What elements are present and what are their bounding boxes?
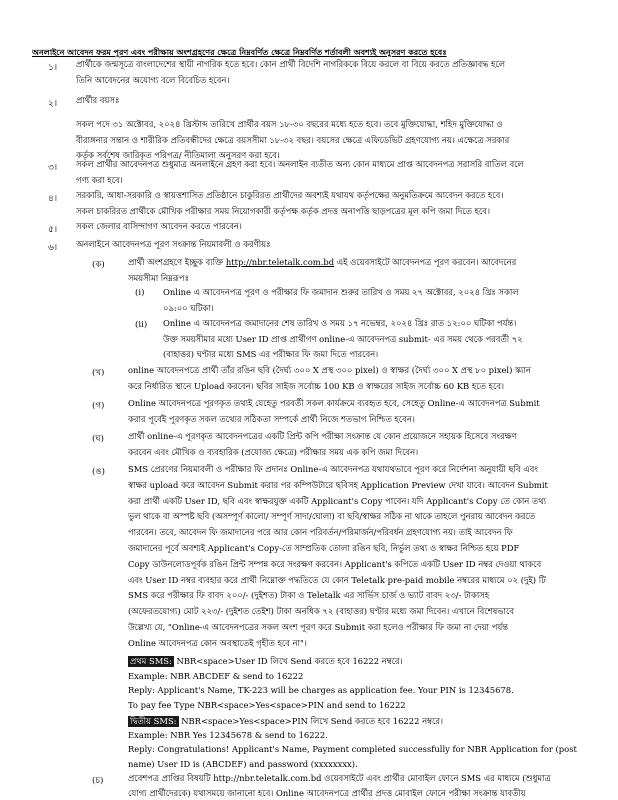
sub-gha-line: প্রার্থী online-এ পূরণকৃত আবেদনপত্রের একটি প্রিন্ট কপি পরীক্ষা সংক্রান্ত যে কোন প্রয়োজনে সহায়ক হিসেবে সংরক্ষণ (128, 431, 517, 441)
sub-umo-line: ভুল থাকে বা অস্পষ্ট ছবি (অসম্পূর্ণ কালো/ সম্পূর্ণ সাদা/ঘোলা) বা ছবি/স্বাক্ষর সঠিক না থাকে তাহলে পুনরায় আবেদন করতে (128, 511, 536, 522)
sub-umo-line: SMS করে পরীক্ষার ফি বাবদ ২০০/- (দুইশত) টাকা ও Teletalk এর সার্ভিস চার্জ ও ভ্যাট বাবদ ২৩/- টাকাসহ (128, 590, 490, 601)
item-4-line: সরকারি, আধা-সরকারি ও স্বায়ত্তশাসিত প্রতিষ্ঠানে চাকুরিরত প্রার্থীদের অবশ্যই যথাযথ কর্তৃপক্ষের অনুমতিক্রমে আবেদন করতে হবে। (76, 190, 504, 200)
nbr-website-link[interactable]: http://nbr.teletalk.com.bd (225, 257, 335, 267)
sub-ka-text (128, 255, 588, 286)
sub-kha-label: (খ) (92, 368, 105, 378)
sub-ka-label: (ক) (92, 260, 105, 270)
sub-ka-pre: প্রার্থী অংশগ্রহণে ইচ্ছুক ব্যক্তি (128, 257, 226, 267)
sub-umo-text (128, 462, 588, 652)
item-4-text (76, 188, 576, 219)
sub-kha-line: online আবেদনপত্রে প্রার্থী তাঁর রঙিন ছবি (দৈর্ঘ্য ৩০০ X প্রস্থ ৩০০ pixel) ও স্বাক্ষর (দৈর্ঘ্য ৩০০ X প্রস্থ ৮০ pixel) স্ক্যান (128, 365, 531, 375)
sub-umo-line: স্বাক্ষর upload করে আবেদন Submit করার পর কম্পিউটারে ছবিসহ Application Preview দেখা যাবে। আবেদন Submit (128, 479, 548, 490)
sms-2-tag: দ্বিতীয় SMS: (130, 716, 177, 726)
sub-ga-label: (গ) (92, 401, 105, 411)
item-2-number: ২। (48, 99, 58, 109)
item-6-title: অনলাইনে আবেদনপত্র পূরণ সংক্রান্ত নিয়মাবলী ও করণীয়ঃ (76, 239, 271, 249)
sub-umo-label: (ঙ) (92, 467, 106, 477)
item-4-line: সকল চাকরিরত প্রার্থীকে মৌখিক পরীক্ষার সময় নিয়োগকারী কর্তৃপক্ষ কর্তৃক প্রদত্ত অনাপত্তি ছাড়পত্রের মূল কপি জমা দিতে হবে। (76, 205, 490, 216)
sub-gha-label: (ঘ) (92, 434, 105, 444)
sub-umo-line: জমাদানের পূর্বে অবশ্যই Applicant's Copy-তে সাম্প্রতিক তোলা রঙিন ছবি, নির্ভুল তথ্য ও স্বাক্ষর নিশ্চিত হয়ে PDF (128, 542, 520, 553)
sub-umo-line: পারবেন। তবে, আবেদন ফি জমাদানের পরে আর কোন পরিবর্তন/পরিমার্জন/পরিবর্ধন গ্রহণযোগ্য নয়। তাই আবেদন ফি (128, 527, 513, 538)
sub-cha-line: প্রবেশপত্র প্রাপ্তির বিষয়টি http://nbr.teletalk.com.bd ওয়েবসাইটে এবং প্রার্থীর মোবাইল ফোনে SMS এর মাধ্যমে (শুধুমাত্র (128, 773, 551, 783)
sub-ga-text (128, 396, 588, 427)
sub-cha-text (128, 771, 588, 800)
sub-ka-i-text (163, 285, 588, 316)
sub-umo-line: Online আবেদনপত্র কোন অবস্থাতেই গৃহীত হবে না"। (128, 637, 307, 648)
sub-ka-line: সময়সীমা নিম্নরূপঃ (128, 272, 190, 283)
sub-ka-ii-text (163, 316, 588, 363)
sub-umo-line: এবং User ID নম্বর ব্যবহার করে প্রার্থী নিম্নোক্ত পদ্ধতিতে যে কোন Teletalk pre-paid mobile নম্বরের মাধ্যমে ০২ (দুই) টি (128, 574, 546, 585)
sub-ka-ii-line: উক্ত সময়সীমার মধ্যে User ID প্রাপ্ত প্রার্থীগণ online-এ আবেদনপত্র submit- এর সময় থেকে পরবর্তী ৭২ (163, 333, 523, 344)
sms-2-example: Example: NBR Yes 12345678 & send to 16222. (128, 730, 328, 741)
sub-ka-line (128, 255, 588, 271)
sub-ka-i-label: (i) (135, 288, 145, 298)
sub-umo-line: উল্লেখ্য যে, "Online-এ আবেদনপত্রের সকল অংশ পূরণ করে Submit করা হলেও পরীক্ষার ফি জমা না দেয়া পর্যন্ত (128, 621, 508, 632)
item-2-line: বীরাঙ্গনার সন্তান ও শারীরিক প্রতিবন্ধীদের ক্ষেত্রে বয়সসীমা ১৮-৩২ বছর। বয়সের ক্ষেত্রে এফিডেভিট গ্রহণযোগ্য নয়। এক্ষেত্রে সরকার (76, 134, 510, 145)
sms-1-line (128, 654, 588, 669)
item-3-number: ৩। (48, 163, 58, 173)
item-4-number: ৪। (48, 194, 58, 204)
sub-ga-line: করার পূর্বেই পূরণকৃত সকল তথ্যের সঠিকতা সম্পর্কে প্রার্থী নিজে শতভাগ নিশ্চিত হবেন। (128, 413, 415, 424)
sms-2-reply-cont: name) User ID is (ABCDEF) and password (xxxxxxxx). (128, 758, 358, 769)
sub-kha-line: করে নির্ধারিত স্থানে Upload করবেন। ছবির সাইজ সর্বোচ্চ 100 KB ও স্বাক্ষরের সাইজ সর্বোচ্চ 60 KB হতে হবে। (128, 380, 504, 391)
sms-1-pay: To pay fee Type NBR<space>Yes<space>PIN and send to 16222 (128, 699, 406, 710)
item-3-line: গণ্য করা হবে। (76, 174, 123, 185)
item-5-number: ৫। (48, 225, 58, 235)
sms-1-reply: Reply: Applicant's Name, TK-223 will be charges as application fee. Your PIN is 12345678. (128, 685, 514, 696)
item-2-title: প্রার্থীর বয়সঃ (76, 95, 120, 105)
sub-ka-ii-line: Online এ আবেদনপত্র জমাদানের শেষ তারিখ ও সময় ১৭ নভেম্বর, ২০২৪ খ্রিঃ রাত ১২:০০ ঘটিকা পর্যন্ত। (163, 318, 517, 328)
item-1-text (76, 57, 576, 88)
sms-2-reply: Reply: Congratulations! Applicant's Name, Payment completed successfully for NBR Application for (post (128, 744, 577, 755)
sub-umo-line: করা প্রার্থী একটি User ID, ছবি এবং স্বাক্ষরযুক্ত একটি Applicant's Copy পাবেন। যদি Applicant's Copy তে কোন তথ্য (128, 495, 547, 506)
item-6-number: ৬। (48, 243, 58, 253)
item-1-line: তিনি আবেদনের অযোগ্য বলে বিবেচিত হবেন। (76, 74, 230, 85)
page-heading: অনলাইনে আবেদন ফরম পূরণ এবং পরীক্ষায় অংশগ্রহণের ক্ষেত্রে নিম্নবর্ণিত ক্ষেত্রে নিম্নবর্ণিত শর্তাবলী অবশ্যই অনুসরণ করতে হবেঃ (32, 47, 447, 57)
sub-umo-line: (অফেরতযোগ্য) মোট ২২৩/- (দুইশত তেইশ) টাকা অনধিক ৭২ (বাহাত্তর) ঘণ্টার মধ্যে জমা দিবেন। এখানে বিশেষভাবে (128, 606, 514, 617)
sms-2-instruction: NBR<space>Yes<space>PIN লিখে Send করতে হবে 16222 নম্বরে। (178, 716, 443, 726)
item-2-line: কর্তৃক সর্বশেষ জারিকৃত পরিপত্র/ নীতিমালা অনুসরণ করা হবে। (76, 150, 280, 161)
sub-umo-line: Copy ডাউনলোডপূর্বক রঙিন প্রিন্ট সম্পন্ন করে সংরক্ষণ করবেন। Applicant's কপিতে একটি User ID নম্বর দেওয়া থাকবে (128, 558, 542, 569)
item-3-text (76, 157, 576, 188)
sub-umo-line: SMS প্রেরণের নিয়মাবলী ও পরীক্ষার ফি প্রদানঃ Online-এ আবেদনপত্র যথাযথভাবে পূরণ করে নির্দেশনা অনুযায়ী ছবি এবং (128, 464, 538, 474)
sub-gha-text (128, 429, 588, 460)
item-1-line: প্রার্থীকে জন্মসূত্রে বাংলাদেশের স্থায়ী নাগরিক হতে হবে। কোন প্রার্থী বিদেশি নাগরিককে বিয়ে করলে বা বিয়ে করতে প্রতিজ্ঞাবদ্ধ হলে (76, 59, 506, 69)
sub-ka-i-line: Online এ আবেদনপত্র পূরণ ও পরীক্ষার ফি জমাদান শুরুর তারিখ ও সময় ২৭ অক্টোবর, ২০২৪ খ্রিঃ সকাল (163, 287, 519, 297)
item-5-text: সকল জেলার বাসিন্দাগণ আবেদন করতে পারবেন। (76, 221, 242, 231)
sub-gha-line: করবেন এবং মৌখিক ও ব্যবহারিক (প্রযোজ্য ক্ষেত্রে) পরীক্ষার সময় এক কপি জমা দিবেন। (128, 446, 419, 457)
sub-ka-ii-line: (বাহাত্তর) ঘণ্টার মধ্যে SMS এর পরীক্ষার ফি জমা দিতে পারবেন। (163, 349, 379, 360)
sms-1-instruction: NBR<space>User ID লিখে Send করতে হবে 16222 নম্বরে। (173, 656, 403, 666)
sub-ka-i-line: ০৯:০০ ঘটিকা। (163, 302, 214, 313)
item-1-number: ১। (48, 63, 58, 73)
sms-1-block (128, 654, 588, 712)
item-2-line: সকল পদে ৩১ অক্টোবর, ২০২৪ খ্রিস্টাব্দ তারিখে প্রার্থীর বয়স ১৮-৩০ বছরের মধ্যে হতে হবে। তবে মুক্তিযোদ্ধা, শহিদ মুক্তিযোদ্ধা ও (76, 119, 503, 129)
sms-2-line (128, 714, 588, 728)
sub-kha-text (128, 363, 588, 394)
item-3-line: সকল প্রার্থীর আবেদনপত্র শুধুমাত্র অনলাইনে গ্রহণ করা হবে। অনলাইন ব্যতীত অন্য কোন মাধ্যমে প্রাপ্ত আবেদনপত্র সরাসরি বাতিল বলে (76, 159, 524, 169)
sub-ga-line: Online আবেদনপত্রে পূরণকৃত তথ্যই যেহেতু পরবর্তী সকল কার্যক্রমে ব্যবহৃত হবে, সেহেতু Online-এ আবেদনপত্র Submit (128, 398, 540, 408)
sms-2-block (128, 714, 588, 771)
sub-ka-ii-label: (ii) (135, 320, 148, 330)
sms-1-tag: প্রথম SMS: (130, 656, 172, 666)
sub-ka-post: এই ওয়েবসাইটে আবেদনপত্র পূরণ করবেন। আবেদনের (334, 257, 517, 267)
sub-cha-label: (চ) (92, 776, 104, 786)
sub-cha-line: যোগ্য প্রার্থীদেরকে) যথাসময়ে জানানো হবে। Online আবেদনপত্রে প্রার্থীর প্রদত্ত মোবাইল ফোনে পরীক্ষা সংক্রান্ত যাবতীয় (128, 787, 526, 798)
sms-1-example: Example: NBR ABCDEF & send to 16222 (128, 670, 304, 681)
